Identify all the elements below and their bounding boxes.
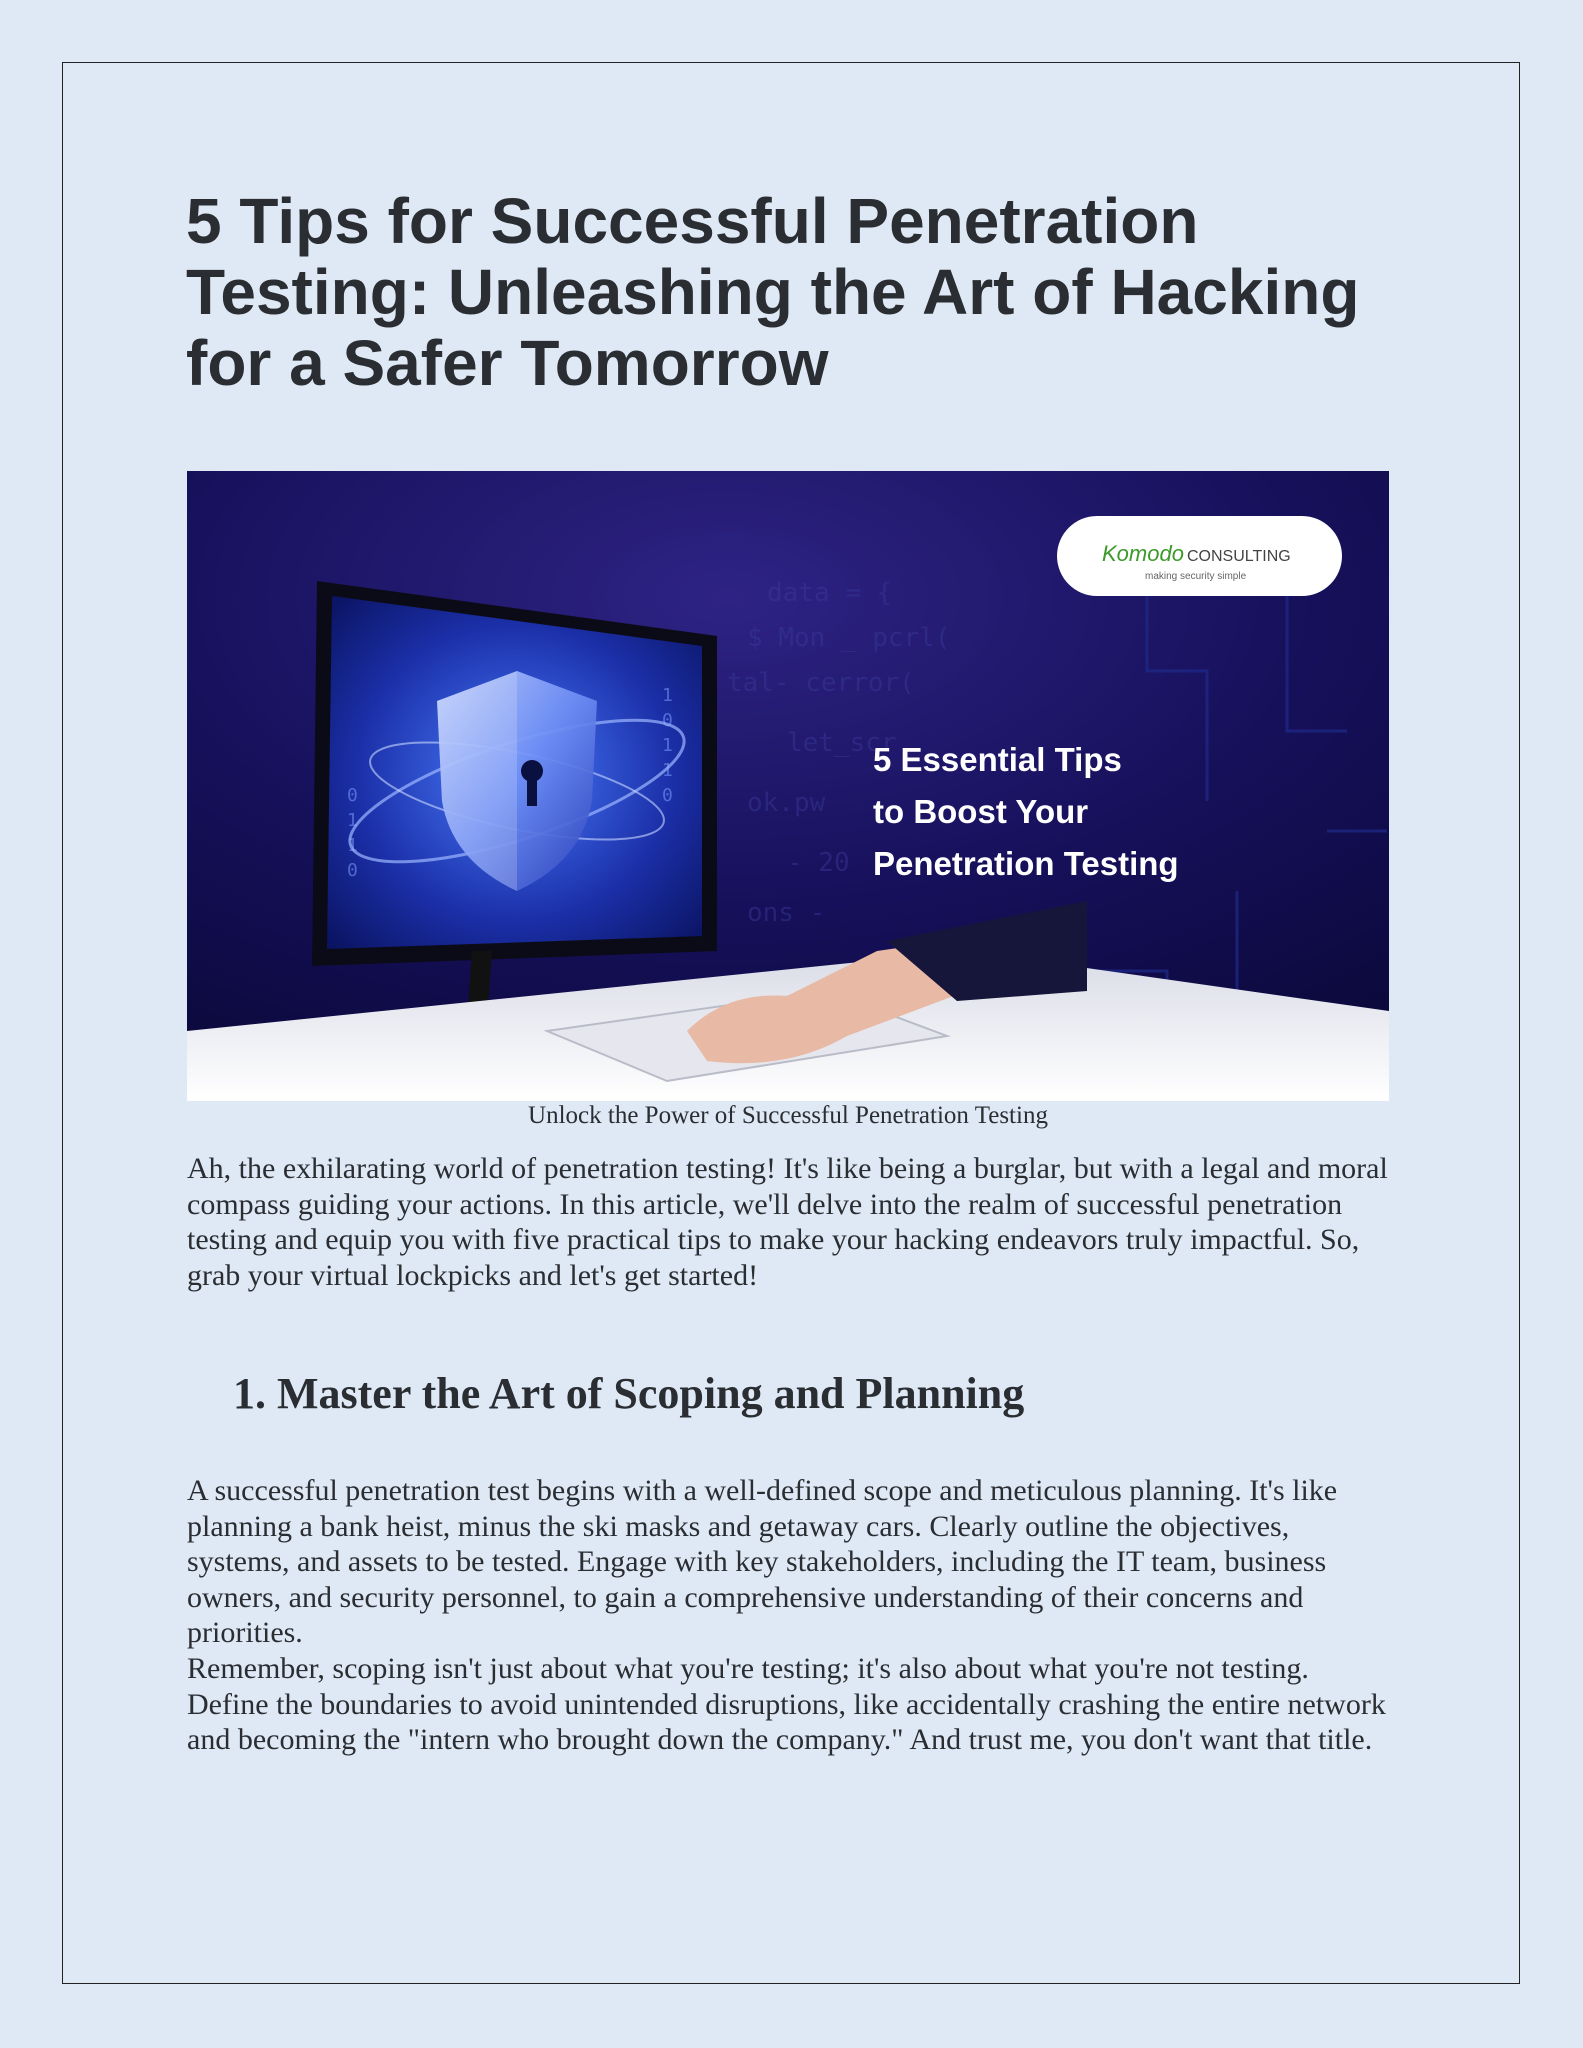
- svg-text:making security simple: making security simple: [1145, 571, 1247, 582]
- intro-paragraph: Ah, the exhilarating world of penetration testing! It's like being a burglar, but with a legal and moral compass guiding your actions. In this article, we'll delve into the realm of successful penetration testing and equip you with five practical tips to make your hacking endeavors truly impactful. So, grab your virtual lockpicks and let's get started!: [187, 1152, 1388, 1292]
- article-title: 5 Tips for Successful Penetration Testing: Unleashing the Art of Hacking for a Safer Tomorrow: [186, 185, 1360, 399]
- svg-text:let_scr: let_scr: [787, 728, 897, 758]
- svg-text:data = {: data = {: [767, 578, 893, 608]
- svg-text:Komodo: Komodo: [1102, 541, 1184, 566]
- svg-text:0: 0: [662, 785, 673, 806]
- svg-text:1: 1: [662, 685, 673, 706]
- svg-text:ok.pw: ok.pw: [747, 788, 826, 818]
- svg-text:1: 1: [347, 810, 358, 831]
- image-caption: Unlock the Power of Successful Penetration Testing: [528, 1102, 1048, 1129]
- svg-text:0: 0: [662, 710, 673, 731]
- hero-image: [187, 471, 1389, 1101]
- section-paragraph: A successful penetration test begins with a well-defined scope and meticulous planning. It's like planning a bank heist, minus the ski masks and getaway cars. Clearly outline the objectives, systems, and assets to be tested. Engage with key stakeholders, including the IT team, business owners, and security personnel, to gain a comprehensive understanding of their concerns and priorities.: [187, 1474, 1338, 1650]
- svg-text:1: 1: [662, 760, 673, 781]
- svg-text:to Boost Your: to Boost Your: [873, 793, 1089, 830]
- hero-illustration: [187, 471, 1389, 1101]
- svg-text:1: 1: [347, 835, 358, 856]
- svg-text:CONSULTING: CONSULTING: [1187, 548, 1291, 565]
- svg-text:5 Essential Tips: 5 Essential Tips: [873, 741, 1122, 778]
- svg-text:Penetration Testing: Penetration Testing: [873, 845, 1179, 882]
- section-heading: 1. Master the Art of Scoping and Planning: [233, 1369, 1025, 1418]
- svg-text:0: 0: [347, 860, 358, 881]
- svg-text:ons -: ons -: [747, 898, 826, 928]
- svg-text:$ Mon _ pcrl(: $ Mon _ pcrl(: [747, 623, 951, 653]
- svg-text:tal- cerror(: tal- cerror(: [727, 668, 915, 698]
- logo-pill: [1057, 516, 1342, 596]
- section-paragraph: Remember, scoping isn't just about what you're testing; it's also about what you're not testing. Define the boundaries to avoid unintended disruptions, like accidentally crashing the entire network and becoming the "intern who brought down the company." And trust me, you don't want that title.: [187, 1652, 1386, 1757]
- svg-text:1: 1: [662, 735, 673, 756]
- svg-text:- 20: - 20: [787, 848, 850, 878]
- svg-text:0: 0: [347, 785, 358, 806]
